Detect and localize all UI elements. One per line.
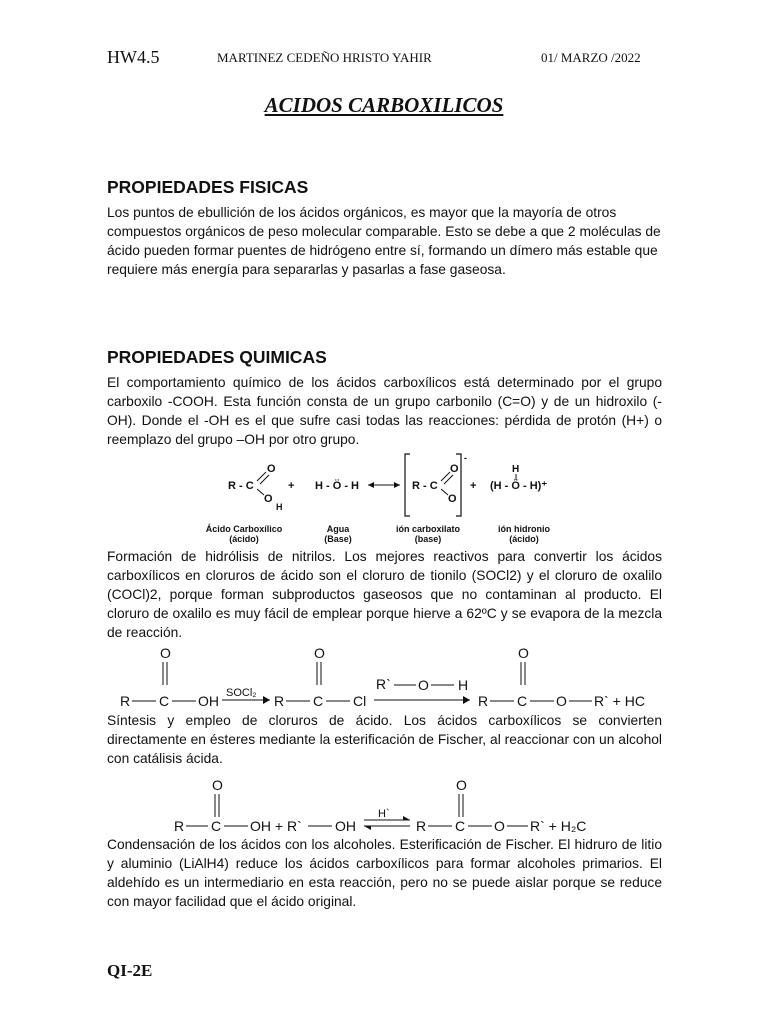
svg-text:O: O (418, 677, 429, 693)
svg-text:SOCl₂: SOCl₂ (226, 687, 257, 699)
svg-text:O: O (494, 818, 505, 834)
label-agua: Agua (326, 524, 350, 534)
paragraph-hidrolisis-nitrilos: Formación de hidrólisis de nitrilos. Los mejores reactivos para convertir los ácidos carboxílicos en cloruros de ácido son el cloruro de tionilo (SOCl2) y el cloruro de oxalilo (COCl)2, porque forman subproductos gaseosos que no contaminan al producto. El cloruro de oxalilo es muy fácil de emplear porque hierve a 62ºC y se evapora de la mezcla de reacción. (107, 549, 662, 640)
svg-text:C: C (517, 693, 528, 709)
svg-text:+: + (470, 480, 477, 492)
label-agua-sub: (Base) (324, 534, 352, 544)
svg-text:R`: R` (376, 676, 391, 692)
svg-text:O: O (314, 645, 325, 661)
label-ion-carboxilato: ión carboxilato (395, 524, 461, 534)
svg-text:H: H (512, 464, 520, 475)
paragraph-fisicas: Los puntos de ebullición de los ácidos orgánicos, es mayor que la mayoría de otros compuestos orgánicos de peso molecular comparable. Esto se debe a que 2 moléculas de ácido pueden formar puentes de hidrógeno entre sí, formando un dímero más estable que requiere más energía para separarlas y pasarlas a fase gaseosa. (107, 205, 661, 277)
svg-text:OH + R`: OH + R` (250, 818, 302, 834)
section-heading-quimicas: PROPIEDADES QUIMICAS (107, 347, 327, 367)
svg-text:O: O (456, 777, 467, 793)
svg-text:O: O (450, 463, 459, 475)
svg-text:(H - Ö - H)⁺: (H - Ö - H)⁺ (490, 480, 548, 492)
svg-text:O: O (518, 645, 529, 661)
paragraph-cloruros-acido: Síntesis y empleo de cloruros de ácido. Los ácidos carboxílicos se convierten directamente en ésteres mediante la esterificación de Fischer, al reaccionar con un alcohol con catálisis ácida. (107, 713, 662, 766)
acid-chloride-reaction-figure (118, 644, 648, 712)
svg-text:C: C (159, 693, 170, 709)
label-ion-carboxilato-sub: (base) (414, 534, 442, 544)
svg-text:R - C: R - C (228, 480, 254, 492)
fischer-esterification-figure (172, 776, 592, 838)
svg-text:OH: OH (198, 693, 219, 709)
svg-text:H: H (458, 677, 469, 693)
label-acido-carboxilico-sub: (ácido) (229, 534, 259, 544)
svg-text:O: O (448, 493, 457, 505)
svg-text:-: - (464, 453, 467, 463)
svg-text:O: O (267, 463, 276, 475)
paragraph-quimicas: El comportamiento químico de los ácidos carboxílicos está determinado por el grupo carboxilo -COOH. Esta función consta de un grupo carbonilo (C=O) y de un hidroxilo (-OH). Donde el -OH es el que sufre casi todas las reacciones: pérdida de protón (H+) o reemplazo del grupo –OH por otro grupo. (107, 375, 662, 447)
svg-text:R` + HC: R` + HC (594, 693, 645, 709)
paragraph-condensacion: Condensación de los ácidos con los alcoholes. Esterificación de Fischer. El hidruro de litio y aluminio (LiAlH4) reduce los ácidos carboxílicos para formar alcoholes primarios. El aldehído es un intermediario en esta reacción, pero no se puede aislar porque se reduce con mayor facilidad que el ácido original. (107, 837, 662, 909)
svg-text:Cl: Cl (353, 693, 367, 709)
svg-text:O: O (264, 493, 273, 505)
svg-text:OH: OH (335, 818, 356, 834)
label-acido-carboxilico: Ácido Carboxílico (205, 524, 283, 534)
svg-text:C: C (455, 818, 466, 834)
label-ion-hidronio: ión hidronio (498, 524, 550, 534)
svg-text:O: O (160, 645, 171, 661)
svg-text:+: + (288, 480, 295, 492)
svg-text:O: O (212, 777, 223, 793)
svg-text:C: C (313, 693, 324, 709)
label-ion-hidronio-sub: (ácido) (509, 534, 539, 544)
svg-text:R: R (120, 693, 131, 709)
author-name: MARTINEZ CEDEÑO HRISTO YAHIR (217, 50, 432, 65)
svg-text:R: R (416, 818, 427, 834)
svg-text:O: O (556, 693, 567, 709)
document-date: 01/ MARZO /2022 (541, 50, 641, 65)
section-heading-fisicas: PROPIEDADES FISICAS (107, 177, 309, 197)
svg-text:H`: H` (378, 808, 390, 820)
svg-text:R: R (274, 693, 285, 709)
homework-code: HW4.5 (107, 47, 160, 67)
svg-text:R: R (478, 693, 489, 709)
svg-text:C: C (211, 818, 222, 834)
acid-base-equilibrium-figure (200, 452, 570, 552)
svg-text:H - Ö - H: H - Ö - H (315, 480, 359, 492)
page-title: ACIDOS CARBOXILICOS (264, 93, 504, 117)
footer-group: QI-2E (107, 961, 153, 980)
svg-text:R` + H₂C: R` + H₂C (530, 818, 587, 834)
svg-text:R: R (174, 818, 185, 834)
svg-text:H: H (276, 502, 283, 512)
svg-text:R - C: R - C (412, 480, 438, 492)
